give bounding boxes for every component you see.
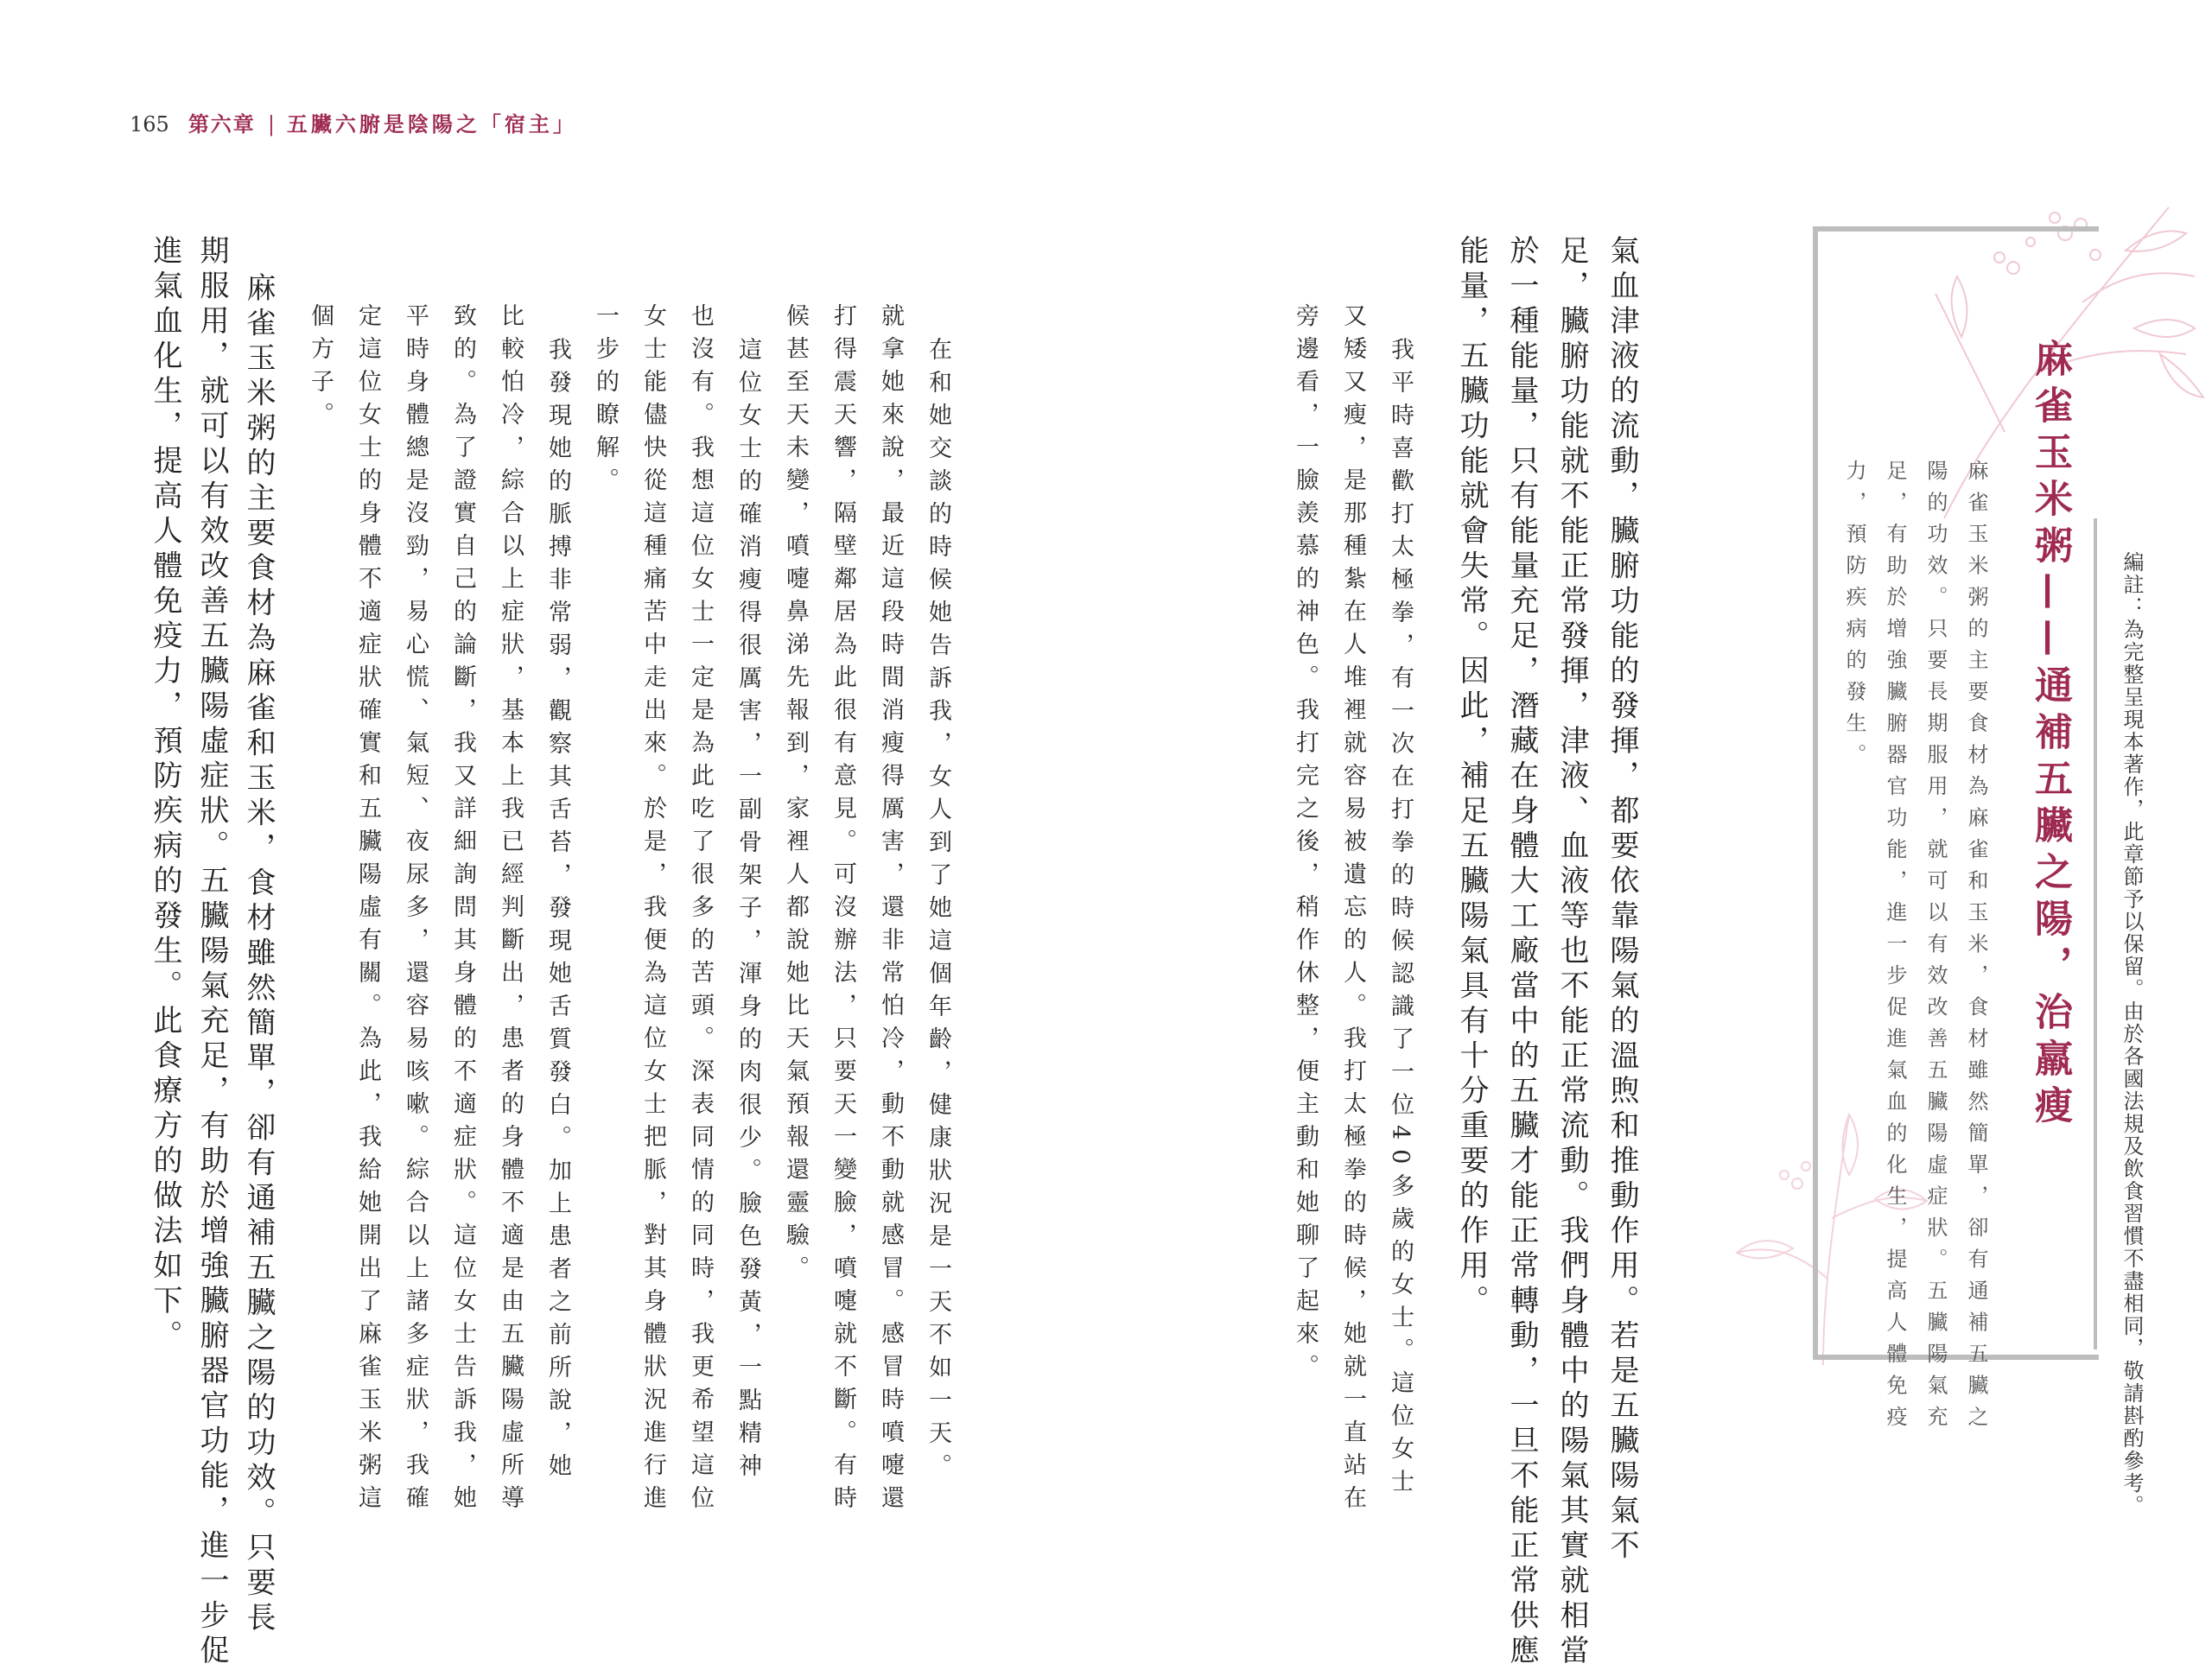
case-line: 在和她交談的時候她告訴我，女人到了她這個年齡，健康狀況是一天不如一天。: [925, 337, 951, 1486]
case-line: 我平時喜歡打太極拳，有一次在打拳的時候認識了一位40多歲的女士。這位女士: [1387, 337, 1414, 1502]
case-line: 比較怕冷，綜合以上症狀，基本上我已經判斷出，患者的身體不適是由五臟陽虛所導: [497, 303, 524, 1518]
recipe-text-line: 麻雀玉米粥的主要食材為麻雀和玉米，食材雖然簡單，卻有通補五臟之: [1964, 460, 1988, 1438]
sidebar-rule: [2094, 518, 2097, 1349]
case-line: 候甚至天未變，噴嚏鼻涕先報到，家裡人都說她比天氣預報還靈驗。: [782, 303, 809, 1288]
recipe-text-line: 陽的功效。只要長期服用，就可以有效改善五臟陽虛症狀。五臟陽氣充: [1923, 460, 1948, 1438]
chapter-title: 五臟六腑是陰陽之「宿主」: [286, 111, 577, 137]
case-line: 也沒有。我想這位女士一定是為此吃了很多的苦頭。深表同情的同時，我更希望這位: [687, 303, 714, 1518]
case-line: 致的。為了證實自己的論斷，我又詳細詢問其身體的不適症狀。這位女士告訴我，她: [449, 303, 476, 1518]
body-line: 氣血津液的流動，臟腑功能的發揮，都要依靠陽氣的溫煦和推動作用。若是五臟陽氣不: [1605, 235, 1639, 1565]
page-number: 165: [130, 112, 169, 137]
recipe-text-line: 力，預防疾病的發生。: [1842, 460, 1866, 775]
body-line: 於一種能量，只有能量充足，潛藏在身體大工廠當中的五臟才能正常轉動，一旦不能正常供應: [1504, 235, 1539, 1670]
recipe-title: 麻雀玉米粥——通補五臟之陽，治羸瘦: [2028, 339, 2072, 1132]
case-line: 這位女士的確消瘦得很厲害，一副骨架子，渾身的肉很少。臉色發黃，一點精神: [734, 337, 761, 1486]
body-line: 足，臟腑功能就不能正常發揮，津液、血液等也不能正常流動。我們身體中的陽氣其實就相當: [1554, 235, 1589, 1670]
chapter-label: 第六章: [188, 111, 256, 137]
case-line: 旁邊看，一臉羨慕的神色。我打完之後，稍作休整，便主動和她聊了起來。: [1292, 303, 1319, 1387]
editor-note: 編註：為完整呈現本著作，此章節予以保留。由於各國法規及飲食習慣不盡相同，敬請斟酌參考。: [2120, 551, 2144, 1517]
case-line: 又矮又瘦，是那種紮在人堆裡就容易被遺忘的人。我打太極拳的時候，她就一直站在: [1339, 303, 1366, 1518]
recipe-text-line: 足，有助於增強臟腑器官功能，進一步促進氣血的化生，提高人體免疫: [1883, 460, 1907, 1438]
running-header: [130, 107, 577, 137]
case-line: 個方子。: [307, 303, 334, 435]
body-line: 期服用，就可以有效改善五臟陽虛症狀。五臟陽氣充足，有助於增強臟腑器官功能，進一步促: [194, 235, 229, 1670]
case-line: 女士能儘快從這種痛苦中走出來。於是，我便為這位女士把脈，對其身體狀況進行進: [639, 303, 666, 1518]
case-line: 定這位女士的身體不適症狀確實和五臟陽虛有關。為此，我給她開出了麻雀玉米粥這: [354, 303, 381, 1518]
case-line: 我發現她的脈搏非常弱，觀察其舌苔，發現她舌質發白。加上患者之前所說，她: [544, 337, 571, 1486]
body-line: 麻雀玉米粥的主要食材為麻雀和玉米，食材雖然簡單，卻有通補五臟之陽的功效。只要長: [241, 272, 276, 1637]
body-line: 進氣血化生，提高人體免疫力，預防疾病的發生。此食療方的做法如下。: [148, 235, 182, 1355]
case-line: 平時身體總是沒勁，易心慌、氣短、夜尿多，還容易咳嗽。綜合以上諸多症狀，我確: [402, 303, 429, 1518]
body-line: 能量，五臟功能就會失常。因此，補足五臟陽氣具有十分重要的作用。: [1454, 235, 1489, 1320]
case-line: 一步的瞭解。: [592, 303, 619, 500]
header-separator: |: [267, 112, 275, 137]
case-line: 打得震天響，隔壁鄰居為此很有意見。可沒辦法，只要天一變臉，噴嚏就不斷。有時: [830, 303, 856, 1518]
case-line: 就拿她來說，最近這段時間消瘦得厲害，還非常怕冷，動不動就感冒。感冒時噴嚏還: [877, 303, 904, 1518]
